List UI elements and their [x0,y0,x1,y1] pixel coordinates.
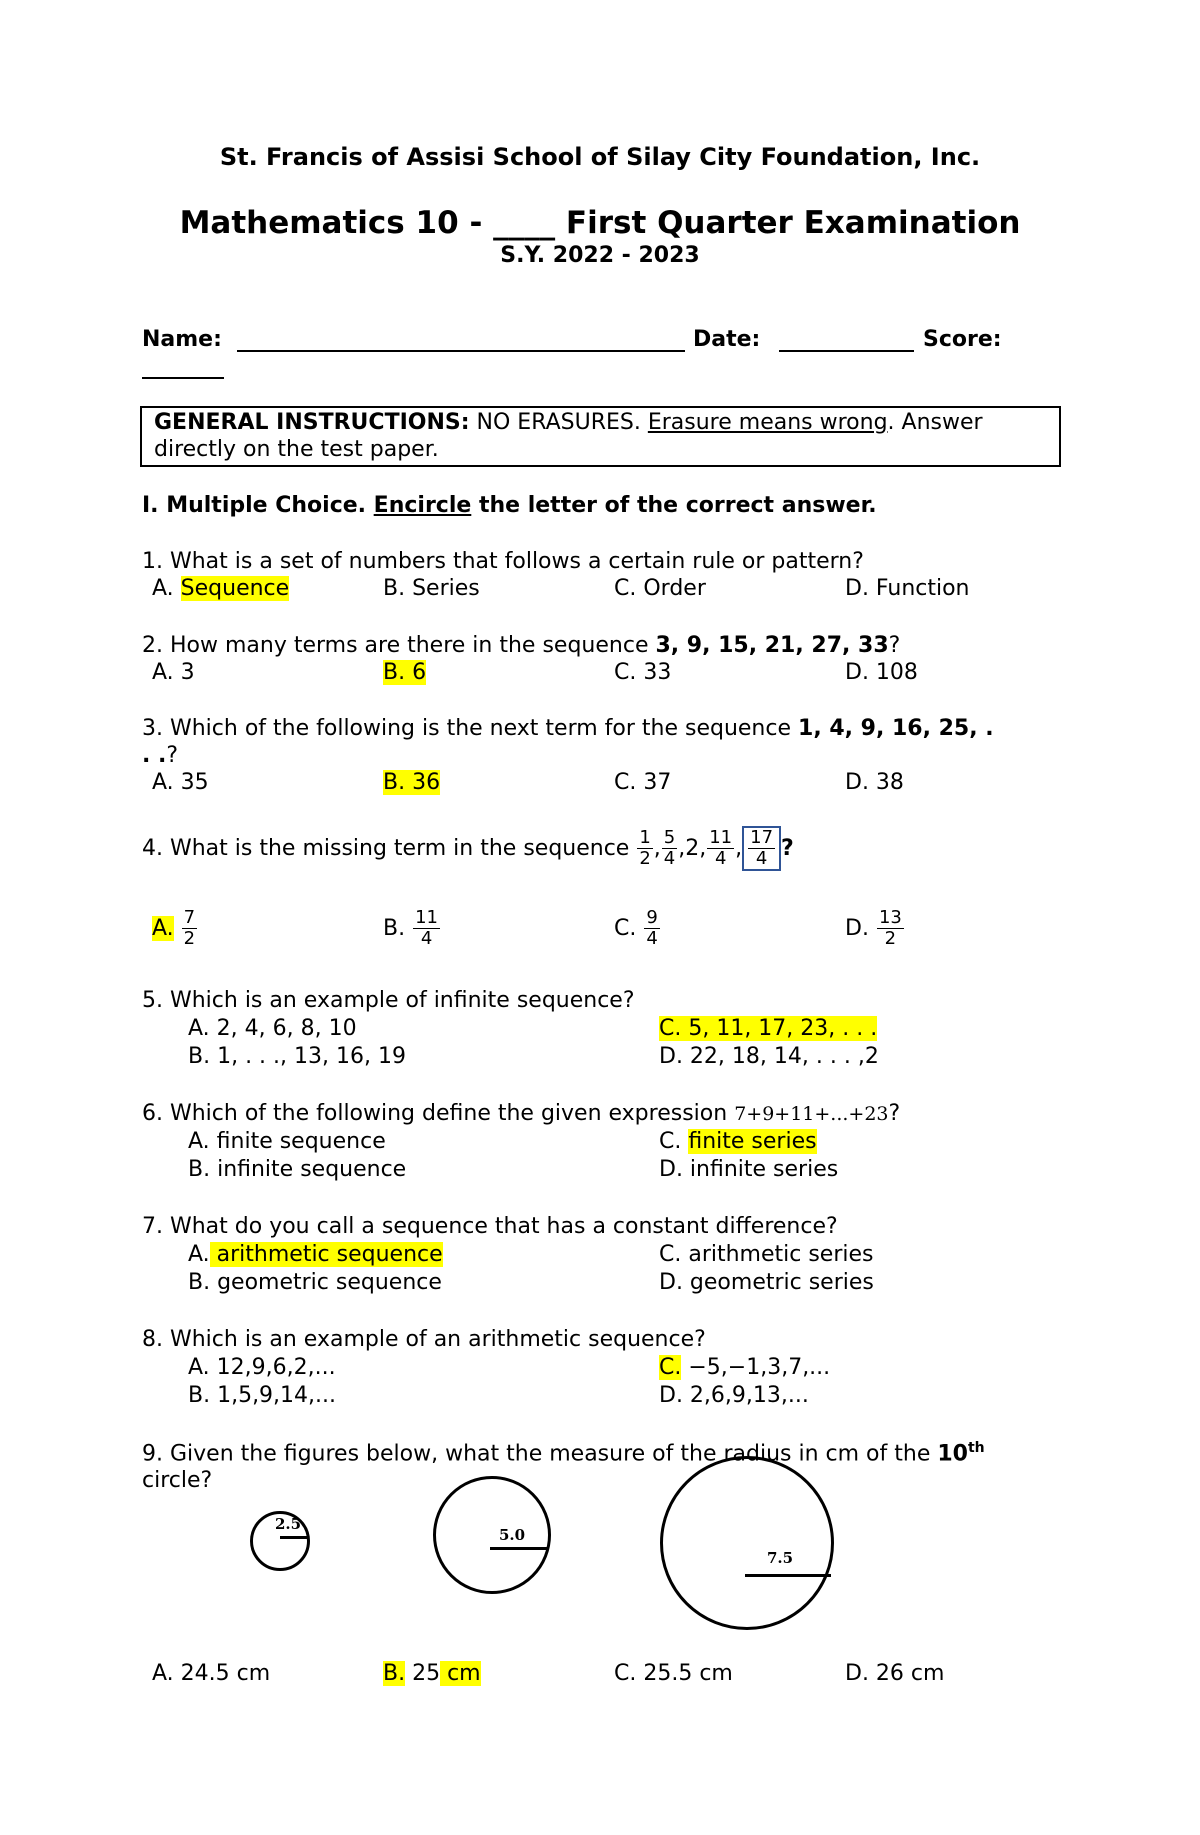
q5-choice-b[interactable]: B. 1, . . ., 13, 16, 19 [188,1044,406,1069]
q7-choice-b[interactable]: B. geometric sequence [188,1270,442,1295]
medium-radius-label: 5.0 [499,1526,526,1544]
q5-choice-c[interactable]: C. 5, 11, 17, 23, . . . [659,1016,878,1041]
q9-choice-a[interactable]: A. 24.5 cm [152,1661,271,1686]
q3-choice-c[interactable]: C. 37 [614,770,672,795]
q4-choice-a[interactable]: A. $\frac{7}{2}$ [152,907,196,949]
q1-choice-b[interactable]: B. Series [383,576,480,601]
small-radius [280,1536,308,1539]
q3-choice-b[interactable]: B. 36 [383,770,441,795]
q1-choice-a[interactable]: A. Sequence [152,576,290,601]
q4-choice-d[interactable]: D. $\frac{13}{2}$ [845,907,902,949]
large-radius [745,1574,831,1577]
q4-choice-b[interactable]: B. $\frac{11}{4}$ [383,907,438,949]
score-label: Score: [923,327,1002,352]
seq-frac-4: $\frac{11}{4}$ [709,827,733,869]
q3-choice-a[interactable]: A. 35 [152,770,209,795]
q7-choice-c[interactable]: C. arithmetic series [659,1242,874,1267]
q6-choice-b[interactable]: B. infinite sequence [188,1157,407,1182]
question-2: 2. How many terms are there in the sequence 3, 9, 15, 21, 27, 33? [142,633,901,658]
q1-choice-c[interactable]: C. Order [614,576,706,601]
q5-choice-d[interactable]: D. 22, 18, 14, . . . ,2 [659,1044,879,1069]
date-label: Date: [693,327,761,352]
large-circle [660,1456,834,1630]
seq-frac-1: $\frac{1}{2}$ [639,827,651,869]
q2-choice-c[interactable]: C. 33 [614,660,672,685]
question-9: 9. Given the figures below, what the measure of the radius in cm of the 10th [142,1440,985,1467]
section-heading: I. Multiple Choice. Encircle the letter of the correct answer. [142,493,877,518]
q9-choice-c[interactable]: C. 25.5 cm [614,1661,733,1686]
exam-title: Mathematics 10 - ____ First Quarter Examination [179,205,1021,241]
q8-choice-a[interactable]: A. 12,9,6,2,... [188,1355,336,1380]
q2-choice-d[interactable]: D. 108 [845,660,918,685]
question-6: 6. Which of the following define the given expression 7+9+11+...+23? [142,1101,901,1126]
q6-choice-c[interactable]: C. finite series [659,1129,817,1154]
name-label: Name: [142,327,222,352]
q8-choice-c[interactable]: C. −5,−1,3,7,... [659,1355,831,1380]
missing-term-box: $\frac{17}{4}$ [742,826,781,871]
large-radius-label: 7.5 [767,1549,794,1567]
date-line[interactable] [779,350,914,352]
q2-choice-a[interactable]: A. 3 [152,660,195,685]
instructions-label: GENERAL INSTRUCTIONS: [154,410,470,435]
question-8: 8. Which is an example of an arithmetic sequence? [142,1327,706,1352]
q8-choice-b[interactable]: B. 1,5,9,14,... [188,1383,337,1408]
q1-choice-d[interactable]: D. Function [845,576,970,601]
medium-radius [490,1547,548,1550]
q4-choice-c[interactable]: C. $\frac{9}{4}$ [614,907,658,949]
question-9-cont: circle? [142,1468,213,1493]
question-4: 4. What is the missing term in the sequence $\frac{1}{2}$ , $\frac{5}{4}$ ,2, $\frac{11}{4}$ , $\frac{17}{4}$ ? [142,827,794,869]
small-radius-label: 2.5 [275,1515,302,1533]
question-5: 5. Which is an example of infinite sequence? [142,988,635,1013]
question-3: 3. Which of the following is the next term for the sequence 1, 4, 9, 16, 25, . [142,716,994,741]
q7-choice-d[interactable]: D. geometric series [659,1270,874,1295]
instructions-line2: directly on the test paper. [154,437,439,462]
school-name: St. Francis of Assisi School of Silay City Foundation, Inc. [219,143,981,171]
question-1: 1. What is a set of numbers that follows a certain rule or pattern? [142,549,864,574]
score-line[interactable] [142,377,224,379]
q7-choice-a[interactable]: A. arithmetic sequence [188,1242,443,1267]
q3-choice-d[interactable]: D. 38 [845,770,904,795]
q6-choice-d[interactable]: D. infinite series [659,1157,839,1182]
q5-choice-a[interactable]: A. 2, 4, 6, 8, 10 [188,1016,357,1041]
school-year: S.Y. 2022 - 2023 [500,243,700,268]
question-3-cont: . .? [142,743,179,768]
name-line[interactable] [237,350,685,352]
question-7: 7. What do you call a sequence that has a constant difference? [142,1214,838,1239]
medium-circle [433,1476,551,1594]
q8-choice-d[interactable]: D. 2,6,9,13,... [659,1383,809,1408]
q6-choice-a[interactable]: A. finite sequence [188,1129,386,1154]
q9-choice-d[interactable]: D. 26 cm [845,1661,945,1686]
seq-frac-2: $\frac{5}{4}$ [663,827,676,869]
q2-choice-b[interactable]: B. 6 [383,660,427,685]
instructions-line1: GENERAL INSTRUCTIONS: NO ERASURES. Erasure means wrong. Answer [154,410,983,435]
q9-choice-b[interactable]: B. 25 cm [383,1661,481,1686]
